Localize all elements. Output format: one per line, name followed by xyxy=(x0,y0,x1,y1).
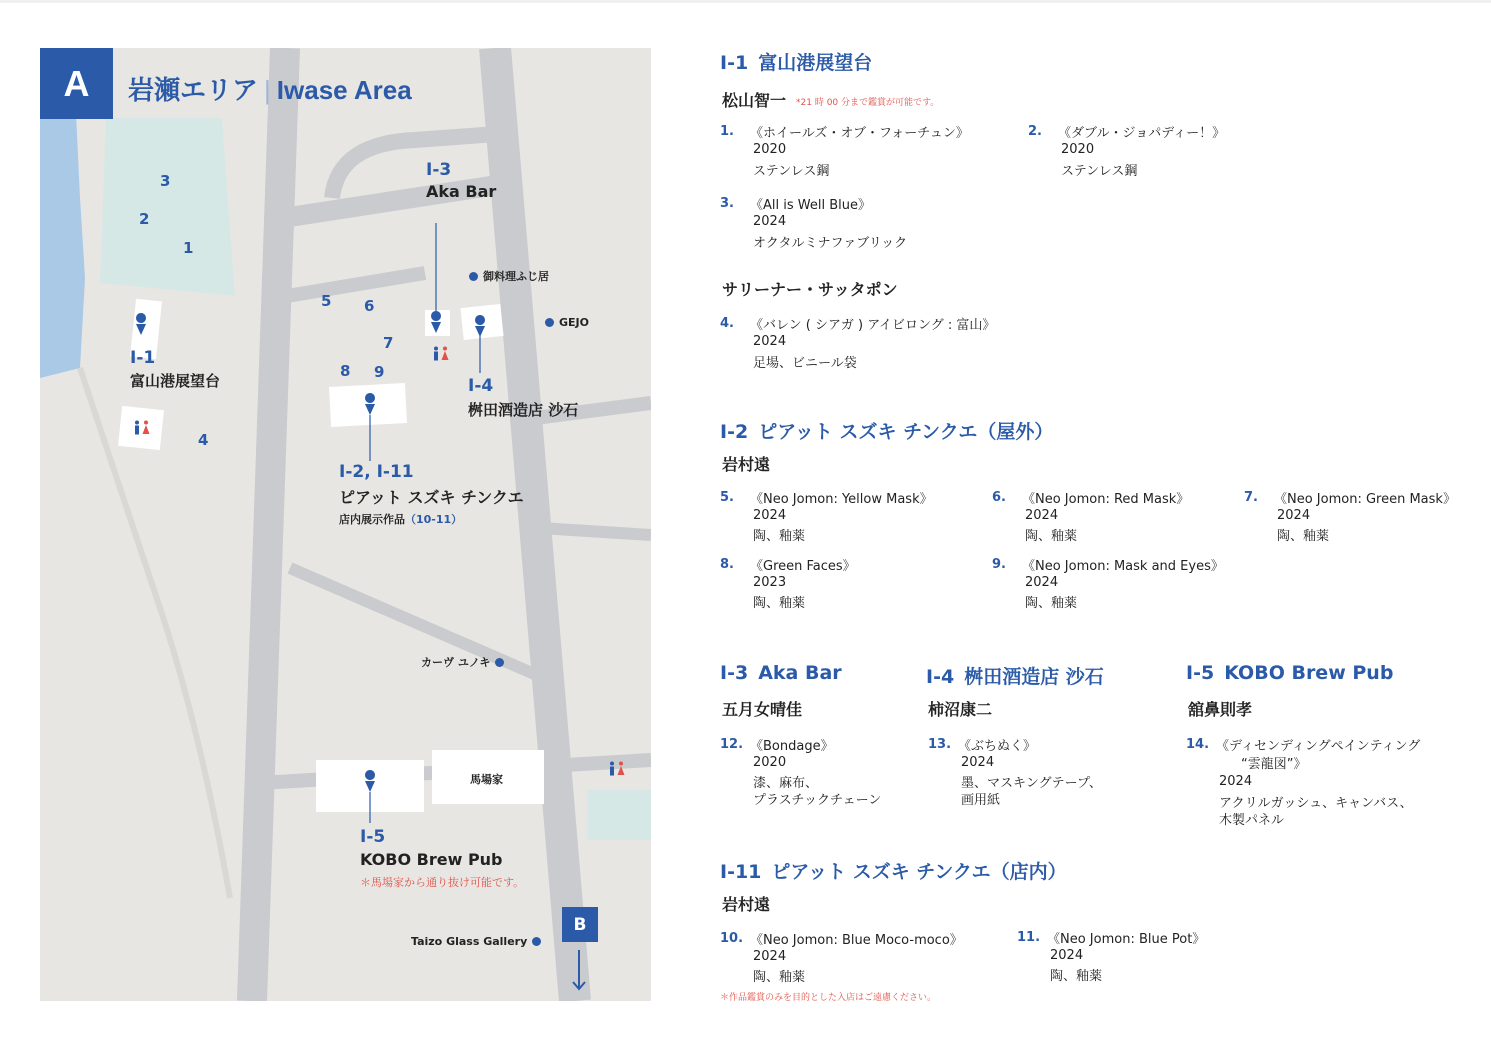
work-title: 《ディセンディングペインティング xyxy=(1216,739,1421,754)
section-i11-title xyxy=(720,857,1067,884)
work-number: 10. xyxy=(720,931,744,946)
work-material: アクリルガッシュ、キャンバス、 xyxy=(1219,796,1413,811)
work-material: 木製パネル xyxy=(1219,813,1285,828)
venue-i1-name[interactable]: 富山港展望台 xyxy=(130,372,221,390)
area-letter-badge: A xyxy=(40,48,113,119)
poi-dot-icon xyxy=(532,937,541,946)
poi-dot-icon xyxy=(495,658,504,667)
area-title-ja: 岩瀬エリア xyxy=(128,75,259,105)
venue-i5-note: ＊馬場家から通り抜け可能です。 xyxy=(360,876,525,889)
work-material: 陶、釉薬 xyxy=(753,970,806,985)
work-title: 《ぶちぬく》 xyxy=(958,739,1037,754)
work-number: 8. xyxy=(720,557,734,572)
work-number: 14. xyxy=(1186,737,1210,752)
road-lane-1 xyxy=(275,273,425,298)
venue-i2-sub-range: （10-11） xyxy=(405,513,463,526)
work-title: 《Neo Jomon: Blue Moco-moco》 xyxy=(750,933,963,948)
section-i2-name: ピアット スズキ チンクエ（屋外） xyxy=(758,421,1054,443)
venue-i2-sub xyxy=(339,511,462,527)
work-number: 3. xyxy=(720,196,734,211)
top-border xyxy=(0,0,1491,3)
section-i4-title xyxy=(926,662,1104,689)
work-title: 《Neo Jomon: Yellow Mask》 xyxy=(750,492,933,507)
section-i1-name: 富山港展望台 xyxy=(758,52,873,74)
work-year: 2024 xyxy=(1050,948,1084,963)
marker-number-9[interactable]: 9 xyxy=(374,363,385,381)
work-year: 2024 xyxy=(1219,774,1253,789)
area-title-separator: | xyxy=(264,75,271,105)
iwase-area-map[interactable] xyxy=(40,48,651,1001)
section-i5-name: KOBO Brew Pub xyxy=(1224,662,1394,684)
section-i5-title xyxy=(1186,662,1393,684)
venue-i1-code[interactable]: I-1 xyxy=(130,348,156,368)
work-material: ステンレス鋼 xyxy=(1061,164,1138,179)
artist-name: 松山智一 xyxy=(722,91,787,110)
venue-i3-code[interactable]: I-3 xyxy=(426,160,452,180)
marker-number-5[interactable]: 5 xyxy=(321,292,332,310)
work-material: ステンレス鋼 xyxy=(753,164,830,179)
section-i11-code: I-11 xyxy=(720,861,762,883)
marker-number-8[interactable]: 8 xyxy=(340,362,351,380)
artist-kakinuma: 柿沼康二 xyxy=(928,700,993,719)
work-year: 2024 xyxy=(1025,508,1059,523)
venue-i4-code[interactable]: I-4 xyxy=(468,376,494,396)
section-i3-code: I-3 xyxy=(720,662,749,684)
work-title: 《Neo Jomon: Mask and Eyes》 xyxy=(1022,559,1224,574)
section-i3-name: Aka Bar xyxy=(758,662,842,684)
venue-i5-code[interactable]: I-5 xyxy=(360,827,386,847)
work-year: 2024 xyxy=(961,755,995,770)
work-material: 陶、釉薬 xyxy=(1025,596,1078,611)
work-year: 2024 xyxy=(1277,508,1311,523)
section-i11-name: ピアット スズキ チンクエ（店内） xyxy=(771,861,1067,883)
work-number: 13. xyxy=(928,737,952,752)
poi-yunoki[interactable] xyxy=(421,654,504,670)
next-area-b-badge[interactable]: B xyxy=(562,907,598,942)
work-title-line2: “雲龍図”》 xyxy=(1241,757,1307,772)
artist-iwamura-i2: 岩村遠 xyxy=(722,455,771,474)
poi-taizo[interactable] xyxy=(411,935,541,948)
artist-note: *21 時 00 分まで鑑賞が可能です。 xyxy=(796,98,940,108)
work-year: 2024 xyxy=(753,334,787,349)
poi-fujii-label: 御料理ふじ居 xyxy=(483,270,549,283)
marker-number-1[interactable]: 1 xyxy=(183,239,194,257)
work-material: 陶、釉薬 xyxy=(753,596,806,611)
work-year: 2020 xyxy=(753,142,787,157)
work-title: 《ダブル・ジョパディー！》 xyxy=(1058,126,1226,141)
artist-sarinna: サリーナー・サッタポン xyxy=(722,280,898,299)
poi-yunoki-label: カーヴ ユノキ xyxy=(421,656,491,669)
work-number: 2. xyxy=(1028,124,1042,139)
venue-i3-name[interactable]: Aka Bar xyxy=(426,182,497,201)
section-i1-title xyxy=(720,48,872,75)
section-i2-title xyxy=(720,417,1053,444)
poi-gejo-label: GEJO xyxy=(559,316,589,329)
artist-saotome: 五月女晴佳 xyxy=(722,700,803,719)
work-number: 12. xyxy=(720,737,744,752)
venue-i5-name[interactable]: KOBO Brew Pub xyxy=(360,850,503,869)
road-main-west xyxy=(252,48,285,1001)
work-title: 《All is Well Blue》 xyxy=(750,198,871,213)
work-title: 《Neo Jomon: Blue Pot》 xyxy=(1047,932,1206,947)
work-year: 2024 xyxy=(1025,575,1059,590)
section-i1-code: I-1 xyxy=(720,52,749,74)
venue-i2-code[interactable]: I-2, I-11 xyxy=(339,462,414,482)
artist-iwamura-i11: 岩村遠 xyxy=(722,895,771,914)
poi-dot-icon xyxy=(469,272,478,281)
marker-number-4[interactable]: 4 xyxy=(198,431,209,449)
work-title: 《Bondage》 xyxy=(750,739,834,754)
work-title: 《バレン ( シアガ ) アイビロング : 富山》 xyxy=(750,318,996,333)
artist-matsuyama xyxy=(722,88,939,111)
work-material: 画用紙 xyxy=(961,793,1001,808)
work-material: 陶、釉薬 xyxy=(753,529,806,544)
work-number: 6. xyxy=(992,490,1006,505)
work-material: オクタルミナファブリック xyxy=(753,236,908,251)
section-i2-code: I-2 xyxy=(720,421,749,443)
work-title: 《Green Faces》 xyxy=(750,559,856,574)
poi-dot-icon xyxy=(545,318,554,327)
work-number: 1. xyxy=(720,124,734,139)
section-i4-name: 桝田酒造店 沙石 xyxy=(964,666,1104,688)
building-babake-label: 馬場家 xyxy=(470,773,503,786)
green-area-park xyxy=(100,118,235,296)
work-title: 《ホイールズ・オブ・フォーチュン》 xyxy=(750,126,969,141)
work-material: 墨、マスキングテープ、 xyxy=(961,776,1102,791)
poi-taizo-label: Taizo Glass Gallery xyxy=(411,935,528,948)
work-material: 陶、釉薬 xyxy=(1277,529,1330,544)
work-year: 2024 xyxy=(753,214,787,229)
marker-number-3[interactable]: 3 xyxy=(160,172,171,190)
work-year: 2020 xyxy=(1061,142,1095,157)
area-title-en: Iwase Area xyxy=(276,75,412,105)
green-area-east xyxy=(587,790,651,840)
venue-i2-sub-text: 店内展示作品 xyxy=(339,513,405,526)
work-material: 漆、麻布、 xyxy=(753,776,819,791)
toilet-icon xyxy=(432,346,450,362)
footnote-store-entry: ＊作品鑑賞のみを目的とした入店はご遠慮ください。 xyxy=(720,993,937,1003)
work-number: 7. xyxy=(1244,490,1258,505)
work-title: 《Neo Jomon: Green Mask》 xyxy=(1274,492,1456,507)
poi-gejo[interactable] xyxy=(545,316,589,329)
work-number: 11. xyxy=(1017,930,1041,945)
toilet-icon xyxy=(608,761,626,777)
section-i3-title xyxy=(720,662,842,684)
venue-i4-name[interactable]: 桝田酒造店 沙石 xyxy=(468,401,579,419)
road-lane-3 xyxy=(540,528,651,535)
toilet-icon xyxy=(133,420,151,436)
work-year: 2024 xyxy=(753,949,787,964)
work-material: 陶、釉薬 xyxy=(1050,969,1103,984)
work-material: 陶、釉薬 xyxy=(1025,529,1078,544)
area-title xyxy=(128,70,412,107)
work-year: 2024 xyxy=(753,508,787,523)
section-i5-code: I-5 xyxy=(1186,662,1215,684)
work-material: プラスチックチェーン xyxy=(753,793,882,808)
work-title: 《Neo Jomon: Red Mask》 xyxy=(1022,492,1190,507)
marker-number-7[interactable]: 7 xyxy=(383,334,394,352)
section-i4-code: I-4 xyxy=(926,666,955,688)
artist-tatehana: 舘鼻則孝 xyxy=(1188,700,1253,719)
work-year: 2023 xyxy=(753,575,787,590)
arrow-down-icon[interactable] xyxy=(569,948,591,992)
marker-number-6[interactable]: 6 xyxy=(364,297,375,315)
poi-fujii[interactable] xyxy=(469,268,549,284)
work-number: 4. xyxy=(720,316,734,331)
work-material: 足場、ビニール袋 xyxy=(753,356,857,371)
work-number: 5. xyxy=(720,490,734,505)
river-water xyxy=(40,113,85,378)
work-number: 9. xyxy=(992,557,1006,572)
marker-number-2[interactable]: 2 xyxy=(139,210,150,228)
venue-i2-name[interactable]: ピアット スズキ チンクエ xyxy=(339,488,524,507)
work-year: 2020 xyxy=(753,755,787,770)
